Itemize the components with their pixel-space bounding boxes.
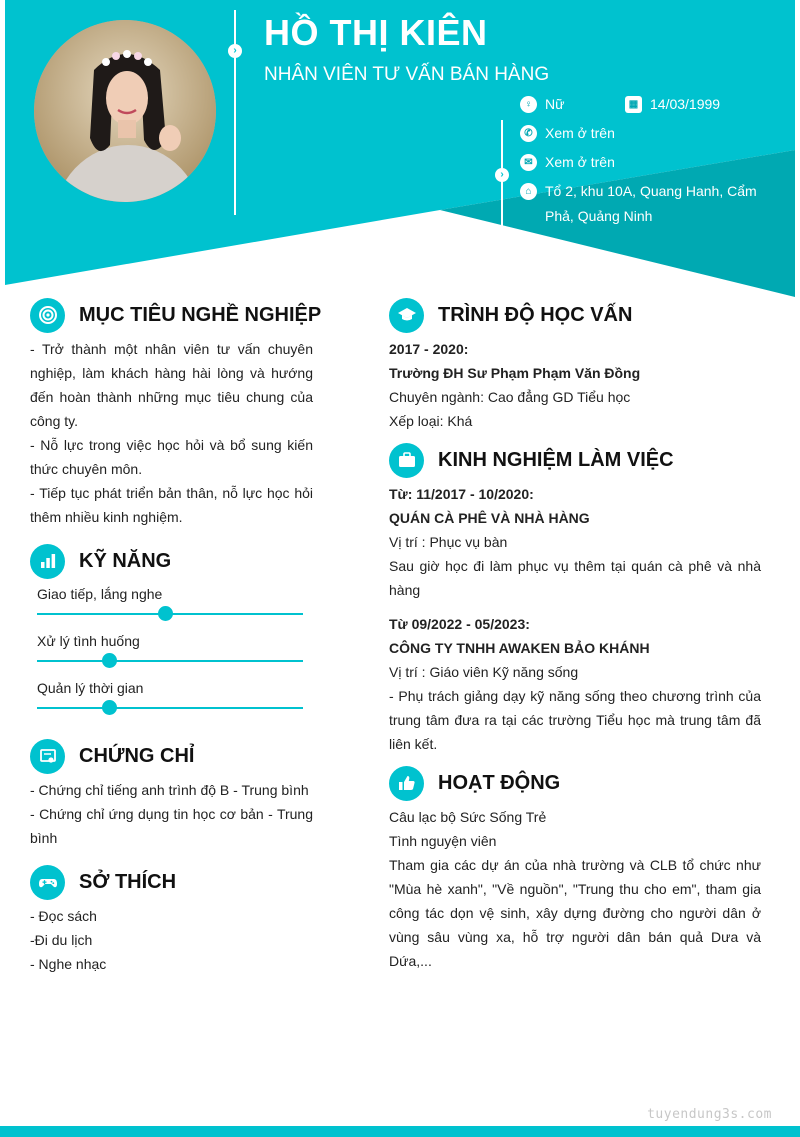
skill-level-handle: [102, 700, 117, 715]
email-icon: ✉: [520, 154, 537, 171]
gender-row: [520, 92, 620, 117]
skills-title: KỸ NĂNG: [79, 549, 172, 572]
skill-bar: [37, 613, 303, 615]
skill-bar: [37, 707, 303, 709]
hobby-line: - Nghe nhạc: [30, 956, 107, 972]
activities-header: [389, 765, 560, 801]
skill-level-handle: [102, 653, 117, 668]
hobbies-header: [30, 864, 176, 900]
education-period: 2017 - 2020:: [389, 341, 469, 357]
job-position: Vị trí : Giáo viên Kỹ năng sống: [389, 664, 579, 680]
education-title: TRÌNH ĐỘ HỌC VẤN: [438, 303, 633, 326]
education-school: Trường ĐH Sư Phạm Phạm Văn Đồng: [389, 365, 641, 381]
email-row: [520, 150, 770, 175]
certificates-text: [30, 778, 313, 850]
job-period: Từ: 11/2017 - 10/2020:: [389, 486, 534, 502]
job-description: Sau giờ học đi làm phục vụ thêm tại quán cà phê và nhà hàng: [389, 558, 761, 598]
certificate-icon: [30, 739, 65, 774]
gamepad-icon: [30, 865, 65, 900]
timeline-chevron-icon: ›: [228, 44, 242, 58]
address-line-1: Tổ 2, khu 10A, Quang Hanh, Cẩm: [545, 183, 757, 199]
hobbies-text: [30, 904, 313, 976]
calendar-icon: ▦: [625, 96, 642, 113]
avatar: [34, 20, 216, 202]
thumbs-up-icon: [389, 766, 424, 801]
certificate-line: - Chứng chỉ tiếng anh trình độ B - Trung bình: [30, 782, 309, 798]
footer-bar: [0, 1126, 800, 1137]
address-row: [520, 179, 780, 229]
skill-level-handle: [158, 606, 173, 621]
briefcase-icon: [389, 443, 424, 478]
job-period: Từ 09/2022 - 05/2023:: [389, 616, 530, 632]
objective-line: - Trở thành một nhân viên tư vấn chuyên nghiệp, làm khách hàng hài lòng và hướng đến hoàn thành những mục tiêu chung của công ty.: [30, 341, 313, 429]
phone-row: [520, 121, 770, 146]
experience-job: [389, 612, 761, 756]
hobby-line: -Đi du lịch: [30, 932, 93, 948]
job-company: CÔNG TY TNHH AWAKEN BẢO KHÁNH: [389, 640, 650, 656]
phone-icon: ✆: [520, 125, 537, 142]
gender-value: Nữ: [545, 96, 565, 112]
experience-job: [389, 482, 761, 602]
education-header: [389, 297, 632, 333]
activity-club: Câu lạc bộ Sức Sống Trẻ: [389, 809, 547, 825]
contact-chevron-icon: ›: [495, 168, 509, 182]
birthday-row: [625, 92, 775, 117]
skills-header: [30, 543, 171, 579]
activity-role: Tình nguyện viên: [389, 833, 497, 849]
activities-text: [389, 805, 761, 973]
activity-description: Tham gia các dự án của nhà trường và CLB tổ chức như "Mùa hè xanh", "Về nguồn", "Trung thu cho em", tham gia công tác dọn vệ sinh, xây dựng đường cho người dân ở vùng sâu vùng xa, hỗ trợ người dân bán quả Dưa và Dứa,...: [389, 857, 761, 969]
hobby-line: - Đọc sách: [30, 908, 97, 924]
candidate-name: HỒ THỊ KIÊN: [264, 12, 488, 53]
home-icon: ⌂: [520, 183, 537, 200]
objective-text: [30, 337, 313, 529]
bar-chart-icon: [30, 544, 65, 579]
objective-title: MỤC TIÊU NGHỀ NGHIỆP: [79, 303, 322, 326]
activities-title: HOẠT ĐỘNG: [438, 771, 561, 794]
graduation-cap-icon: [389, 298, 424, 333]
certificate-line: - Chứng chỉ ứng dụng tin học cơ bản - Trung bình: [30, 806, 313, 846]
target-icon: [30, 298, 65, 333]
education-major: Chuyên ngành: Cao đẳng GD Tiểu học: [389, 389, 631, 405]
birthday-value: 14/03/1999: [650, 96, 721, 112]
experience-header: [389, 442, 674, 478]
job-company: QUÁN CÀ PHÊ VÀ NHÀ HÀNG: [389, 510, 590, 526]
timeline-line: [234, 10, 236, 215]
education-grade: Xếp loại: Khá: [389, 413, 473, 429]
objective-line: - Nỗ lực trong việc học hỏi và bổ sung kiến thức chuyên môn.: [30, 437, 313, 477]
job-title: NHÂN VIÊN TƯ VẤN BÁN HÀNG: [264, 64, 550, 85]
objective-header: [30, 297, 321, 333]
hobbies-title: SỞ THÍCH: [79, 870, 177, 893]
skill-bar: [37, 660, 303, 662]
experience-title: KINH NGHIỆM LÀM VIỆC: [438, 448, 674, 471]
job-position: Vị trí : Phục vụ bàn: [389, 534, 508, 550]
objective-line: - Tiếp tục phát triển bản thân, nỗ lực học hỏi thêm nhiều kinh nghiệm.: [30, 485, 313, 525]
skill-label: Quản lý thời gian: [37, 680, 144, 696]
phone-value: Xem ở trên: [545, 125, 615, 141]
gender-icon: ♀: [520, 96, 537, 113]
address-line-2: Phả, Quảng Ninh: [545, 208, 653, 224]
email-value: Xem ở trên: [545, 154, 615, 170]
education-text: [389, 337, 761, 433]
certificates-title: CHỨNG CHỈ: [79, 744, 195, 767]
skill-label: Giao tiếp, lắng nghe: [37, 586, 163, 602]
watermark: tuyendung3s.com: [647, 1107, 772, 1122]
certificates-header: [30, 738, 194, 774]
job-description: - Phụ trách giảng dạy kỹ năng sống theo chương trình của trung tâm đưa ra tại các trường Tiểu học mà trung tâm đã liên kết.: [389, 688, 761, 752]
skill-label: Xử lý tình huống: [37, 633, 140, 649]
